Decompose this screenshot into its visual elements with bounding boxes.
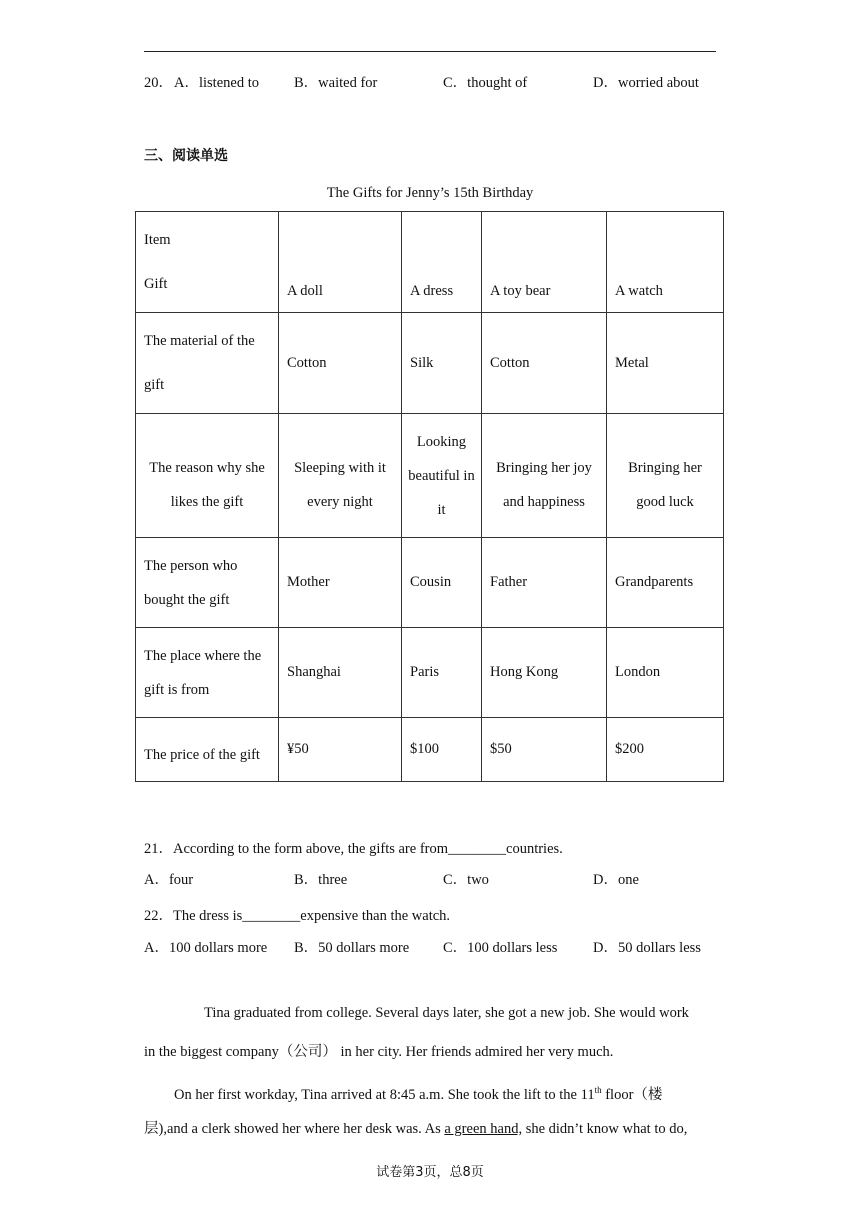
table-row-buyer xyxy=(136,538,724,628)
place-cell: Paris xyxy=(402,628,482,718)
item-label: Item xyxy=(144,232,171,248)
price-cell: $200 xyxy=(607,718,724,782)
buyer-cell: Cousin xyxy=(402,538,482,628)
passage-p1-line1: Tina graduated from college. Several days later, she got a new job. She would work xyxy=(204,1005,689,1021)
question-21-stem: 21．According to the form above, the gifts are from________countries. xyxy=(144,841,563,857)
table-caption: The Gifts for Jenny’s 15th Birthday xyxy=(326,185,534,201)
q20-option-b: B．waited for xyxy=(294,75,378,91)
reason-cell: Bringing her good luck xyxy=(607,414,724,538)
page-footer: 试卷第3页，总8页 xyxy=(376,1165,484,1180)
q20-option-c: C．thought of xyxy=(443,75,528,91)
passage-p1-line2: in the biggest company（公司） in her city. Her friends admired her very much. xyxy=(144,1044,614,1060)
q22-option-d: D．50 dollars less xyxy=(593,940,701,956)
passage-p2-line1: On her first workday, Tina arrived at 8:45 a.m. She took the lift to the 11th floor（楼 xyxy=(174,1085,663,1103)
reason-cell: Bringing her joy and happiness xyxy=(482,414,607,538)
material-cell: Cotton xyxy=(482,313,607,414)
row-label-reason: The reason why she likes the gift xyxy=(136,414,279,538)
buyer-cell: Grandparents xyxy=(607,538,724,628)
material-cell: Cotton xyxy=(279,313,402,414)
row-label-place: The place where the gift is from xyxy=(136,628,279,718)
gift-toy-bear: A toy bear xyxy=(482,212,607,313)
question-22-options xyxy=(144,938,744,958)
gift-label: Gift xyxy=(144,276,168,292)
table-row-material xyxy=(136,313,724,414)
q21-option-c: C．two xyxy=(443,872,489,888)
gifts-table xyxy=(135,211,724,782)
material-cell: Silk xyxy=(402,313,482,414)
passage-p2-line2: 层),and a clerk showed her where her desk was. As a green hand, she didn’t know what to do, xyxy=(144,1121,688,1137)
question-22-stem: 22．The dress is________expensive than the watch. xyxy=(144,908,451,924)
row-label-material: The material of the gift xyxy=(136,313,279,414)
row-label-buyer: The person who bought the gift xyxy=(136,538,279,628)
price-cell: $50 xyxy=(482,718,607,782)
reason-cell: Sleeping with it every night xyxy=(279,414,402,538)
question-20-options xyxy=(144,73,744,93)
ordinal-suffix: th xyxy=(594,1085,602,1096)
header-label-cell xyxy=(136,212,279,313)
buyer-cell: Mother xyxy=(279,538,402,628)
material-cell: Metal xyxy=(607,313,724,414)
table-row-gift xyxy=(136,212,724,313)
q21-option-b: B．three xyxy=(294,872,348,888)
place-cell: Hong Kong xyxy=(482,628,607,718)
gift-watch: A watch xyxy=(607,212,724,313)
q21-option-d: D．one xyxy=(593,872,639,888)
section-title: 三、阅读单选 xyxy=(144,148,228,164)
buyer-cell: Father xyxy=(482,538,607,628)
price-cell: ¥50 xyxy=(279,718,402,782)
gift-dress: A dress xyxy=(402,212,482,313)
top-rule xyxy=(144,51,716,52)
price-cell: $100 xyxy=(402,718,482,782)
gift-doll: A doll xyxy=(279,212,402,313)
q20-option-a: A．listened to xyxy=(174,75,259,91)
q22-option-a: A．100 dollars more xyxy=(144,940,268,956)
q22-option-b: B．50 dollars more xyxy=(294,940,410,956)
table-row-reason xyxy=(136,414,724,538)
table-row-price xyxy=(136,718,724,782)
table-row-place xyxy=(136,628,724,718)
place-cell: London xyxy=(607,628,724,718)
question-20-number: 20． xyxy=(144,75,173,91)
underlined-phrase: a green hand, xyxy=(444,1121,523,1137)
question-21-options xyxy=(144,870,744,890)
row-label-price: The price of the gift xyxy=(136,718,279,782)
q22-option-c: C．100 dollars less xyxy=(443,940,558,956)
place-cell: Shanghai xyxy=(279,628,402,718)
reason-cell: Looking beautiful in it xyxy=(402,414,482,538)
q21-option-a: A．four xyxy=(144,872,194,888)
q20-option-d: D．worried about xyxy=(593,75,699,91)
